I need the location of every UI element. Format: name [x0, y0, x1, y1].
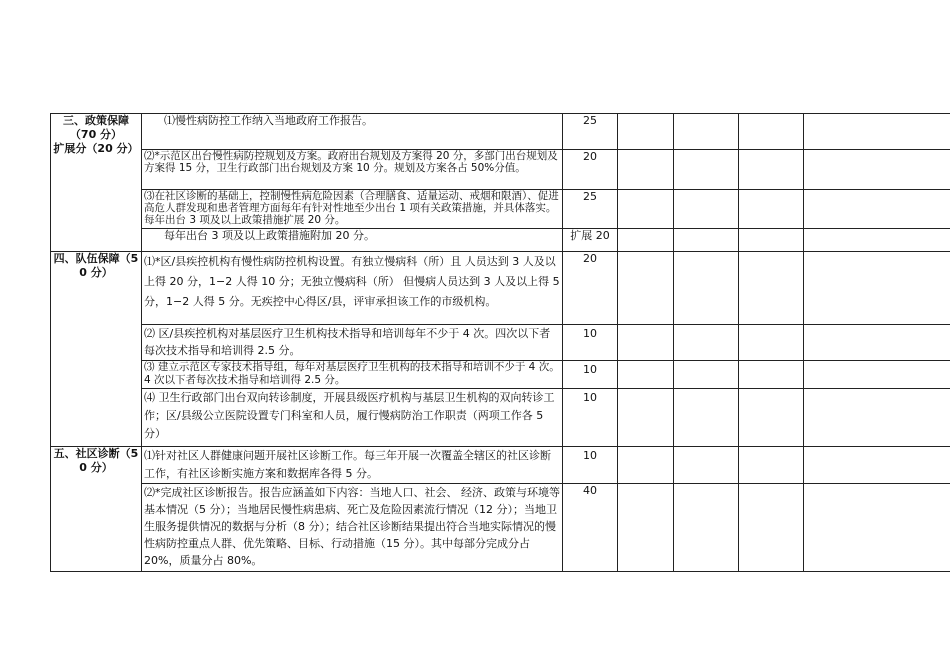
empty-cell [804, 361, 950, 389]
table-row [51, 447, 950, 484]
empty-cell [804, 447, 950, 484]
score-cell: 10 [563, 447, 618, 484]
item-cell: ⑵ 区/县疾控机构对基层医疗卫生机构技术指导和培训每年不少于 4 次。四次以下者每次技术指导和培训得 2.5 分。 [142, 325, 563, 361]
empty-cell [674, 325, 739, 361]
empty-cell [739, 447, 804, 484]
category-line: 0 分） [79, 266, 113, 279]
empty-cell [618, 114, 674, 150]
score-cell: 10 [563, 389, 618, 447]
empty-cell [804, 190, 950, 229]
table-row [51, 229, 950, 252]
empty-cell [618, 229, 674, 252]
empty-cell [618, 447, 674, 484]
empty-cell [804, 114, 950, 150]
empty-cell [739, 361, 804, 389]
empty-cell [804, 325, 950, 361]
empty-cell [804, 150, 950, 190]
empty-cell [739, 389, 804, 447]
empty-cell [674, 361, 739, 389]
empty-cell [618, 389, 674, 447]
score-cell: 扩展 20 [563, 229, 618, 252]
table-row [51, 325, 950, 361]
empty-cell [618, 361, 674, 389]
empty-cell [674, 252, 739, 325]
empty-cell [804, 389, 950, 447]
empty-cell [739, 190, 804, 229]
item-cell: ⑷ 卫生行政部门出台双向转诊制度，开展县级医疗机构与基层卫生机构的双向转诊工作；区/县级公立医院设置专门科室和人员，履行慢病防治工作职责（两项工作各 5 分） [142, 389, 563, 447]
table-row [51, 389, 950, 447]
score-cell: 10 [563, 361, 618, 389]
table-row [51, 190, 950, 229]
empty-cell [674, 229, 739, 252]
empty-cell [804, 252, 950, 325]
item-cell: ⑴针对社区人群健康问题开展社区诊断工作。每三年开展一次覆盖全辖区的社区诊断工作，有社区诊断实施方案和数据库各得 5 分。 [142, 447, 563, 484]
empty-cell [804, 484, 950, 572]
empty-cell [739, 325, 804, 361]
score-cell: 25 [563, 190, 618, 229]
category-cell-staffing [51, 252, 142, 447]
table-row [51, 484, 950, 572]
item-cell: 每年出台 3 项及以上政策措施附加 20 分。 [142, 229, 563, 252]
empty-cell [618, 252, 674, 325]
category-line: 五、社区诊断（5 [53, 447, 139, 460]
table-row [51, 361, 950, 389]
score-cell: 20 [563, 252, 618, 325]
empty-cell [739, 150, 804, 190]
empty-cell [804, 229, 950, 252]
score-cell: 25 [563, 114, 618, 150]
category-line: 三、政策保障 [63, 114, 129, 127]
table-row [51, 252, 950, 325]
item-cell: ⑶ 建立示范区专家技术指导组，每年对基层医疗卫生机构的技术指导和培训不少于 4 次。4 次以下者每次技术指导和培训得 2.5 分。 [142, 361, 563, 389]
evaluation-table [50, 113, 950, 572]
empty-cell [618, 325, 674, 361]
category-line: 扩展分（20 分） [53, 142, 139, 155]
empty-cell [674, 114, 739, 150]
empty-cell [739, 484, 804, 572]
item-cell: ⑶在社区诊断的基础上，控制慢性病危险因素（合理膳食、适量运动、戒烟和限酒）、促进高危人群发现和患者管理方面每年有针对性地至少出台 1 项有关政策措施，并具体落实。每年出台 3 项及以上政策措施扩展 20 分。 [142, 190, 563, 229]
empty-cell [618, 190, 674, 229]
empty-cell [618, 150, 674, 190]
item-cell: ⑴慢性病防控工作纳入当地政府工作报告。 [142, 114, 563, 150]
item-cell: ⑵*示范区出台慢性病防控规划及方案。政府出台规划及方案得 20 分，多部门出台规划及方案得 15 分，卫生行政部门出台规划及方案 10 分。规划及方案各占 50%分值。 [142, 150, 563, 190]
score-cell: 20 [563, 150, 618, 190]
category-line: （70 分） [69, 128, 123, 141]
empty-cell [674, 484, 739, 572]
category-line: 0 分） [79, 461, 113, 474]
score-cell: 10 [563, 325, 618, 361]
empty-cell [739, 229, 804, 252]
item-cell: ⑵*完成社区诊断报告。报告应涵盖如下内容：当地人口、社会、 经济、政策与环境等基本情况（5 分）；当地居民慢性病患病、死亡及危险因素流行情况（12 分）；当地卫生服务提供情况的数据与分析（8 分）；结合社区诊断结果提出符合当地实际情况的慢性病防控重点人群、优先策略、目标、行动措施（15 分）。其中每部分完成分占 20%，质量分占 80%。 [142, 484, 563, 572]
score-cell: 40 [563, 484, 618, 572]
empty-cell [739, 114, 804, 150]
empty-cell [674, 389, 739, 447]
empty-cell [618, 484, 674, 572]
table-row [51, 150, 950, 190]
category-cell-policy [51, 114, 142, 252]
table-row [51, 114, 950, 150]
empty-cell [674, 190, 739, 229]
empty-cell [739, 252, 804, 325]
category-cell-diagnosis [51, 447, 142, 572]
empty-cell [674, 447, 739, 484]
empty-cell [674, 150, 739, 190]
category-line: 四、队伍保障（5 [53, 252, 139, 265]
item-cell: ⑴*区/县疾控机构有慢性病防控机构设置。有独立慢病科（所）且 人员达到 3 人及以上得 20 分，1−2 人得 10 分；无独立慢病科（所） 但慢病人员达到 3 人及以上得 5 分，1−2 人得 5 分。无疾控中心得区/县，评审承担该工作的市级机构。 [142, 252, 563, 325]
